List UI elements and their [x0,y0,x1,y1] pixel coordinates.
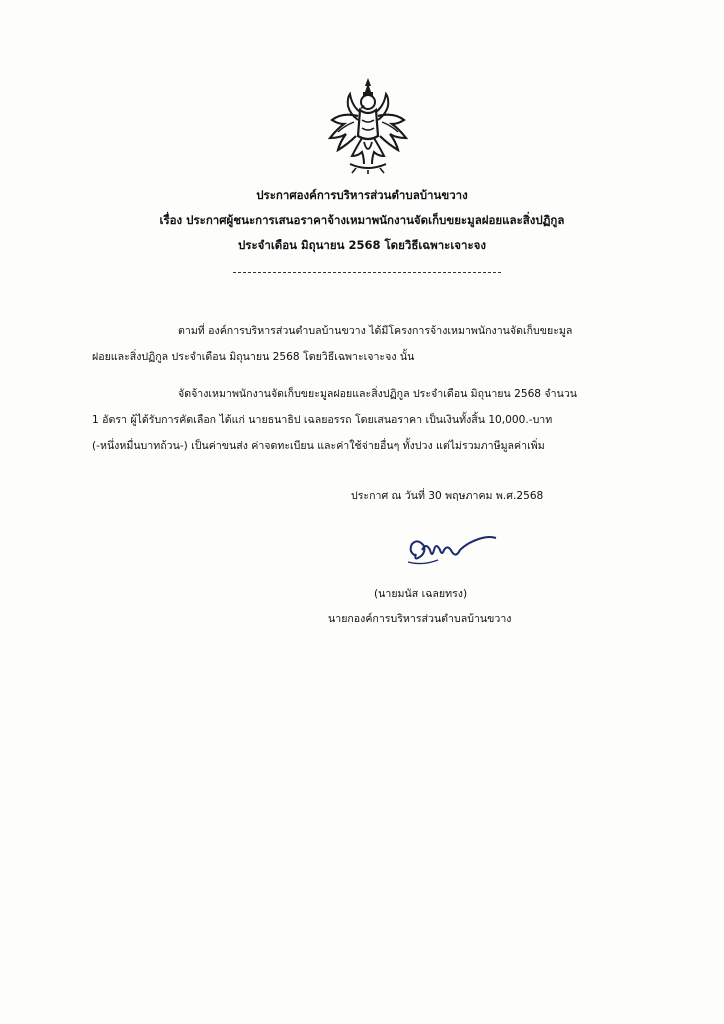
announcement-title: ประกาศองค์การบริหารส่วนตำบลบ้านขวาง [256,188,468,202]
paragraph1-line1: ตามที่ องค์การบริหารส่วนตำบลบ้านขวาง ได้มีโครงการจ้างเหมาพนักงานจัดเก็บขยะมูล [178,325,573,337]
paragraph2-line3: (-หนึ่งหมื่นบาทถ้วน-) เป็นค่าขนส่ง ค่าจดทะเบียน และค่าใช้จ่ายอื่นๆ ทั้งปวง แต่ไม่รวมภาษีมูลค่าเพิ่ม [92,440,545,452]
paragraph2-line2: 1 อัตรา ผู้ได้รับการคัดเลือก ได้แก่ นายธนาธิป เฉลยอรรถ โดยเสนอราคา เป็นเงินทั้งสิ้น 10,000.-บาท [92,414,553,426]
signer-title: นายกองค์การบริหารส่วนตำบลบ้านขวาง [328,613,512,625]
paragraph2-line1: จัดจ้างเหมาพนักงานจัดเก็บขยะมูลฝอยและสิ่งปฏิกูล ประจำเดือน มิถุนายน 2568 จำนวน [178,388,578,400]
paragraph1-line2: ฝอยและสิ่งปฏิกูล ประจำเดือน มิถุนายน 2568 โดยวิธีเฉพาะเจาะจง นั้น [92,351,415,363]
handwritten-signature-icon [402,532,498,572]
announcement-subject: เรื่อง ประกาศผู้ชนะการเสนอราคาจ้างเหมาพนักงานจัดเก็บขยะมูลฝอยและสิ่งปฏิกูล [159,213,565,227]
signer-name: (นายมนัส เฉลยทรง) [374,588,468,600]
announcement-period: ประจำเดือน มิถุนายน 2568 โดยวิธีเฉพาะเจาะจง [238,238,486,252]
garuda-emblem-icon [328,76,408,174]
divider-line [233,272,501,273]
announcement-date: ประกาศ ณ วันที่ 30 พฤษภาคม พ.ศ.2568 [351,490,544,502]
